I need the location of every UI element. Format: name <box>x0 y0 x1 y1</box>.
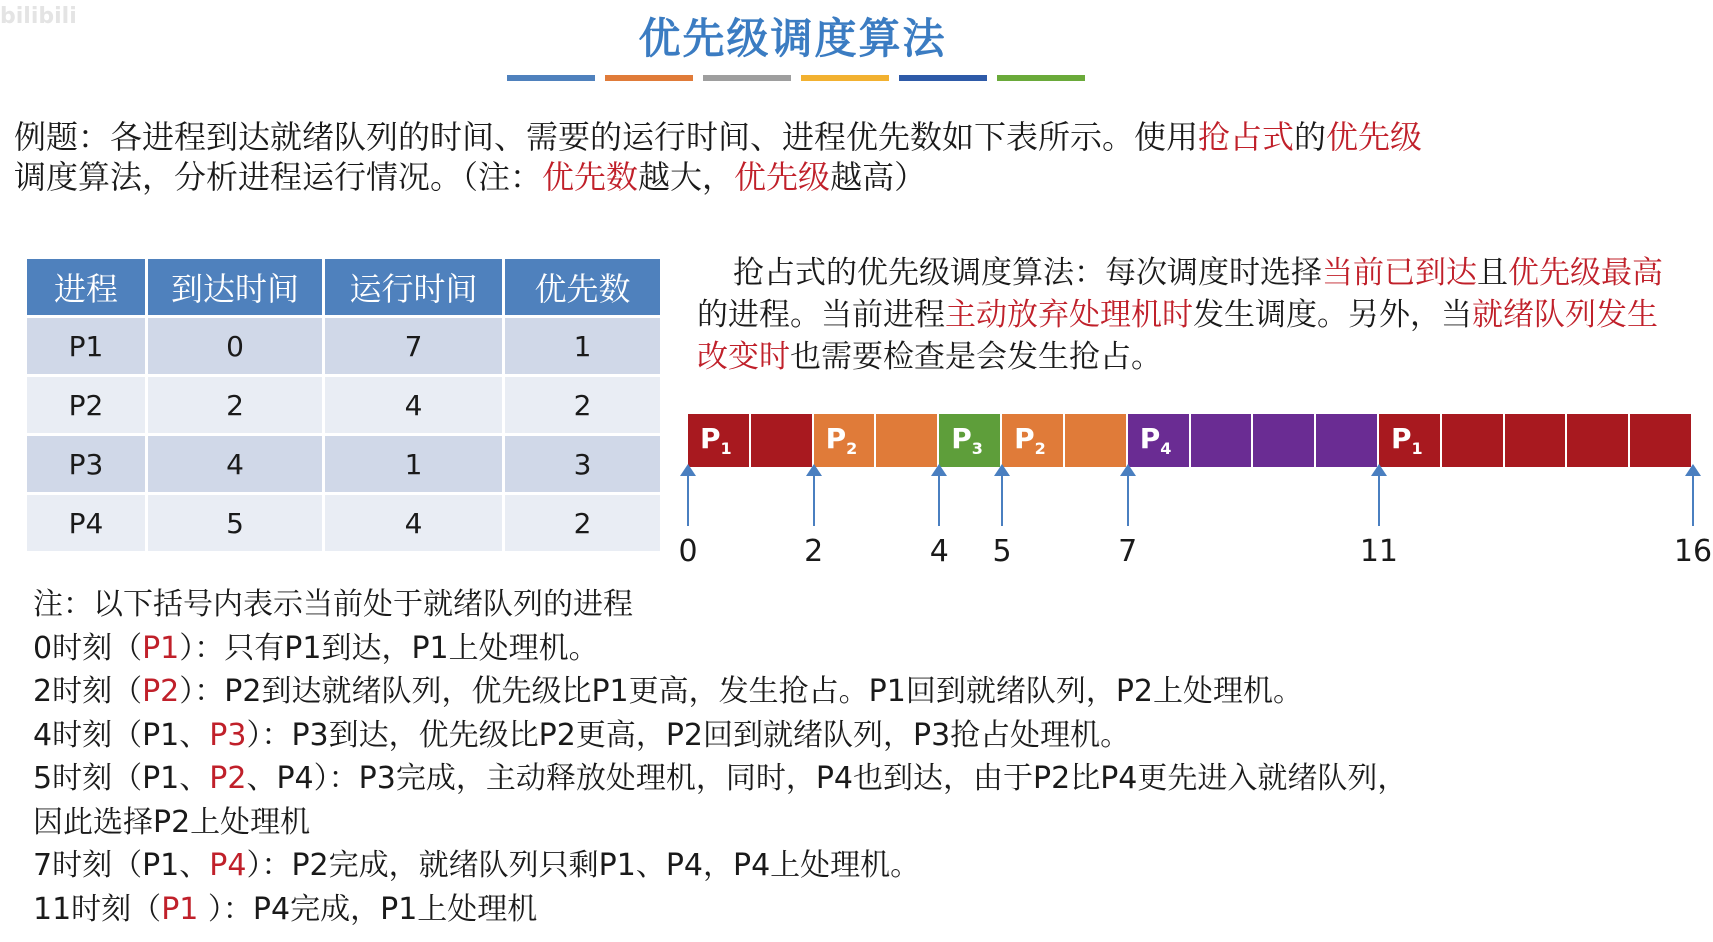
gantt-label-letter: P <box>700 422 721 455</box>
page-title: 优先级调度算法 <box>638 14 947 63</box>
cell-priority: 1 <box>504 317 661 376</box>
gantt-label-sub: 2 <box>846 439 858 458</box>
note-time: 2时刻（ <box>33 674 143 709</box>
gantt-block <box>876 414 939 467</box>
header-arrival-time: 到达时间 <box>147 259 324 317</box>
gantt-block <box>1002 414 1065 467</box>
time-tick-label: 7 <box>1118 534 1138 569</box>
table-row <box>27 435 660 494</box>
cell-arrival: 0 <box>147 317 324 376</box>
table-row <box>27 376 660 435</box>
cell-runtime: 4 <box>324 376 504 435</box>
time-arrow <box>813 474 815 526</box>
cell-runtime: 7 <box>324 317 504 376</box>
watermark: bilibili <box>0 4 77 29</box>
gantt-block-label <box>826 422 858 458</box>
intro-text <box>14 117 1574 197</box>
gantt-chart <box>678 414 1713 600</box>
time-tick-label: 11 <box>1359 534 1399 569</box>
desc-highlight-highest-priority: 优先级最高 <box>1508 255 1663 291</box>
gantt-label-letter: P <box>1139 422 1161 455</box>
desc-text-3: 的进程。当前进程 <box>697 297 945 333</box>
time-tick-label: 0 <box>678 534 698 569</box>
cell-arrival: 2 <box>147 376 324 435</box>
gantt-label-sub: 4 <box>1160 439 1172 458</box>
gantt-label-sub: 1 <box>1411 439 1423 458</box>
note-text: P3完成，主动释放处理机，同时，P4也到达，由于P2比P4更先进入就绪队列， <box>358 761 1408 796</box>
note-text: 只有P1到达，P1上处理机。 <box>224 630 599 666</box>
time-arrow <box>1692 474 1694 526</box>
gantt-label-letter: P <box>1014 422 1035 455</box>
desc-highlight-arrived: 当前已到达 <box>1322 255 1477 291</box>
gantt-block <box>1630 414 1693 467</box>
intro-highlight-priority-level: 优先级 <box>734 158 831 196</box>
gantt-block <box>939 414 1002 467</box>
intro-text-2: 的 <box>1294 118 1327 156</box>
note-bracket-close: ）： <box>179 674 225 709</box>
intro-highlight-priority: 优先级 <box>1326 118 1423 156</box>
notes-header: 注：以下括号内表示当前处于就绪队列的进程 <box>33 587 633 622</box>
cell-runtime: 4 <box>324 494 504 552</box>
note-line <box>33 714 1673 758</box>
gantt-block-label <box>1014 422 1046 458</box>
gantt-block <box>751 414 814 467</box>
note-bracket-close: ）： <box>246 717 292 753</box>
gantt-block-label <box>1140 422 1172 458</box>
note-line <box>33 844 1673 888</box>
gantt-block-label <box>700 422 732 458</box>
gantt-block <box>1505 414 1568 467</box>
table-header-row <box>27 259 660 317</box>
gantt-block-label <box>951 422 983 458</box>
gantt-block <box>688 414 751 467</box>
time-arrow <box>687 474 689 526</box>
cell-priority: 2 <box>504 376 661 435</box>
gantt-label-sub: 1 <box>720 439 732 458</box>
desc-text-1: 抢占式的优先级调度算法：每次调度时选择 <box>733 255 1322 291</box>
gantt-label-letter: P <box>825 422 847 455</box>
time-tick-label: 4 <box>929 534 949 569</box>
note-time: 5时刻（ <box>33 761 143 796</box>
desc-text-4: 发生调度。另外，当 <box>1193 297 1472 333</box>
note-time: 4时刻（ <box>33 717 143 753</box>
note-queue-item: 、P4 <box>246 761 314 796</box>
title-underline-bar <box>899 75 987 81</box>
gantt-label-sub: 2 <box>1034 439 1046 458</box>
note-bracket-close: ）： <box>313 761 359 796</box>
note-queue-item: P1、 <box>142 717 210 753</box>
time-arrow <box>1127 474 1129 526</box>
note-time: 0时刻（ <box>33 630 143 666</box>
algorithm-description <box>697 252 1677 378</box>
gantt-label-letter: P <box>1390 422 1412 455</box>
note-queue-item: P1、 <box>142 761 210 796</box>
desc-highlight-queue-change: 就绪队列发生改变时 <box>697 297 1658 375</box>
table-row <box>27 317 660 376</box>
gantt-block <box>1379 414 1442 467</box>
cell-priority: 2 <box>504 494 661 552</box>
cell-runtime: 1 <box>324 435 504 494</box>
note-bracket-close: ）： <box>198 891 253 927</box>
notes <box>33 583 1673 931</box>
cell-process: P2 <box>27 376 147 435</box>
intro-text-1: 例题：各进程到达就绪队列的时间、需要的运行时间、进程优先数如下表所示。使用 <box>14 118 1199 156</box>
header-process: 进程 <box>27 259 147 317</box>
note-line <box>33 670 1673 714</box>
note-queue-highlight: P2 <box>142 674 180 709</box>
process-table <box>27 259 660 551</box>
note-bracket-close: ）： <box>179 630 225 666</box>
note-queue-highlight: P1 <box>142 630 180 666</box>
note-queue-item: P1、 <box>142 848 210 883</box>
time-tick-label: 5 <box>992 534 1012 569</box>
gantt-block <box>1128 414 1191 467</box>
cell-arrival: 4 <box>147 435 324 494</box>
note-line <box>33 888 1673 932</box>
gantt-block <box>1065 414 1128 467</box>
note-line <box>33 627 1673 671</box>
note-queue-highlight: P2 <box>209 761 247 796</box>
gantt-label-letter: P <box>951 422 972 455</box>
gantt-block <box>1316 414 1379 467</box>
desc-text-5: 也需要检查是会发生抢占。 <box>790 339 1162 375</box>
header-run-time: 运行时间 <box>324 259 504 317</box>
title-underline-bar <box>801 75 889 81</box>
intro-highlight-preemptive: 抢占式 <box>1198 118 1295 156</box>
desc-text-2: 且 <box>1477 255 1508 291</box>
note-line <box>33 757 1673 801</box>
time-arrow <box>1378 474 1380 526</box>
note-bracket-close: ）： <box>246 848 292 883</box>
desc-highlight-yield: 主动放弃处理机时 <box>945 297 1193 333</box>
cell-process: P3 <box>27 435 147 494</box>
cell-arrival: 5 <box>147 494 324 552</box>
intro-text-4: 越大， <box>638 158 735 196</box>
intro-text-3: 调度算法，分析进程运行情况。（注： <box>14 158 543 196</box>
gantt-block <box>1253 414 1316 467</box>
intro-highlight-priority-number: 优先数 <box>542 158 639 196</box>
gantt-block <box>1191 414 1254 467</box>
intro-text-5: 越高） <box>830 158 927 196</box>
note-queue-highlight: P4 <box>209 848 247 883</box>
title-underline <box>507 75 1085 81</box>
table-row <box>27 494 660 552</box>
note-text: P2到达就绪队列，优先级比P1更高，发生抢占。P1回到就绪队列，P2上处理机。 <box>224 674 1303 709</box>
gantt-label-sub: 3 <box>971 439 983 458</box>
cell-process: P4 <box>27 494 147 552</box>
gantt-block-label <box>1391 422 1423 458</box>
note-text: P2完成，就绪队列只剩P1、P4，P4上处理机。 <box>291 848 921 883</box>
title-underline-bar <box>703 75 791 81</box>
header-priority: 优先数 <box>504 259 661 317</box>
note-text: 因此选择P2上处理机 <box>33 804 311 840</box>
gantt-block <box>814 414 877 467</box>
time-arrow <box>938 474 940 526</box>
note-time: 11时刻（ <box>33 891 162 927</box>
title-underline-bar <box>605 75 693 81</box>
title-underline-bar <box>997 75 1085 81</box>
note-text: P3到达，优先级比P2更高，P2回到就绪队列，P3抢占处理机。 <box>291 717 1131 753</box>
note-text: P4完成，P1上处理机 <box>252 891 538 927</box>
gantt-block <box>1567 414 1630 467</box>
note-time: 7时刻（ <box>33 848 143 883</box>
cell-process: P1 <box>27 317 147 376</box>
gantt-block <box>1442 414 1505 467</box>
time-tick-label: 16 <box>1673 534 1713 569</box>
note-line <box>33 801 1673 845</box>
title-underline-bar <box>507 75 595 81</box>
note-queue-highlight: P3 <box>209 717 247 753</box>
time-tick-label: 2 <box>804 534 824 569</box>
note-queue-highlight: P1 <box>161 891 199 927</box>
time-arrow <box>1001 474 1003 526</box>
cell-priority: 3 <box>504 435 661 494</box>
note-lines <box>33 627 1673 932</box>
